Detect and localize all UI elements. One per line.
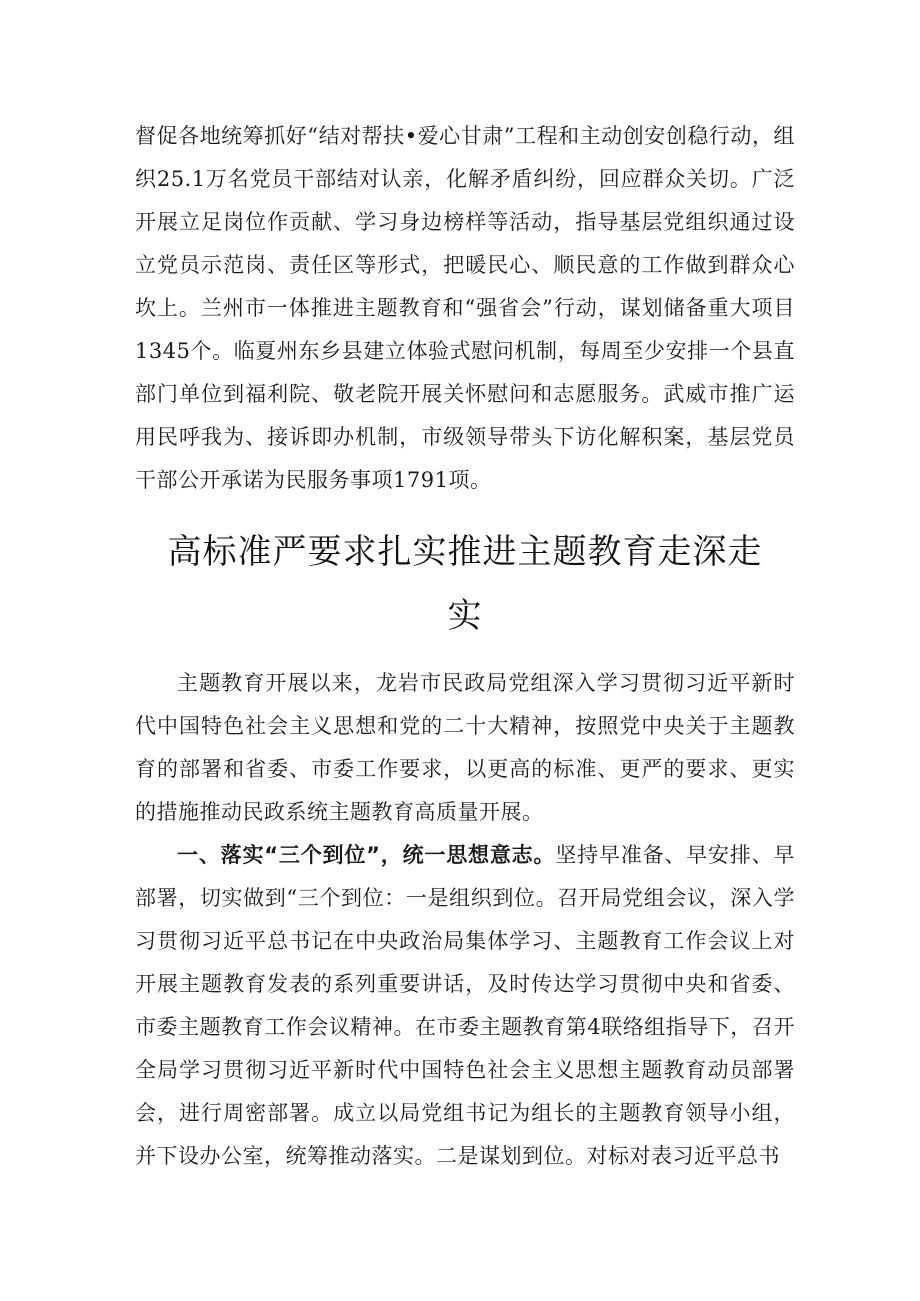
paragraph-intro: 主题教育开展以来，龙岩市民政局党组深入学习贯彻习近平新时代中国特色社会主义思想和党的二十大精神，按照党中央关于主题教育的部署和省委、市委工作要求，以更高的标准、更严的要求、更实的措施推动民政系统主题教育高质量开展。 xyxy=(135,671,795,824)
section-one-body: 坚持早准备、早安排、早部署，切实做到“三个到位：一是组织到位。召开局党组会议，深入学习贯彻习近平总书记在中央政治局集体学习、主题教育工作会议上对开展主题教育发表的系列重要讲话，及时传达学习贯彻中央和省委、市委主题教育工作会议精神。在市委主题教育第4联络组指导下，召开全局学习贯彻习近平新时代中国特色社会主义思想主题教育动员部署会，进行周密部署。成立以局党组书记为组长的主题教育领导小组，并下设办公室，统筹推动落实。二是谋划到位。对标对表习近平总书 xyxy=(135,843,796,1168)
article-heading-line-2: 实 xyxy=(447,596,483,636)
section-one-lead: 一、落实“三个到位”，统一思想意志。 xyxy=(177,843,556,867)
paragraph-continued: 督促各地统筹抓好“结对帮扶•爱心甘肃”工程和主动创安创稳行动，组织25.1万名党员干部结对认亲，化解矛盾纠纷，回应群众关切。广泛开展立足岗位作贡献、学习身边榜样等活动，指导基层党组织通过设立党员示范岗、责任区等形式，把暖民心、顺民意的工作做到群众心坎上。兰州市一体推进主题教育和“强省会”行动，谋划储备重大项目1345个。临夏州东乡县建立体验式慰问机制，每周至少安排一个县直部门单位到福利院、敬老院开展关怀慰问和志愿服务。武威市推广运用民呼我为、接诉即办机制，市级领导带头下访化解积案，基层党员干部公开承诺为民服务事项1791项。 xyxy=(135,124,795,492)
document-body xyxy=(135,115,795,1178)
article-heading-line-1: 高标准严要求扎实推进主题教育走深走 xyxy=(167,532,763,572)
article-heading xyxy=(135,520,795,648)
paragraph-section-one xyxy=(135,834,795,1178)
